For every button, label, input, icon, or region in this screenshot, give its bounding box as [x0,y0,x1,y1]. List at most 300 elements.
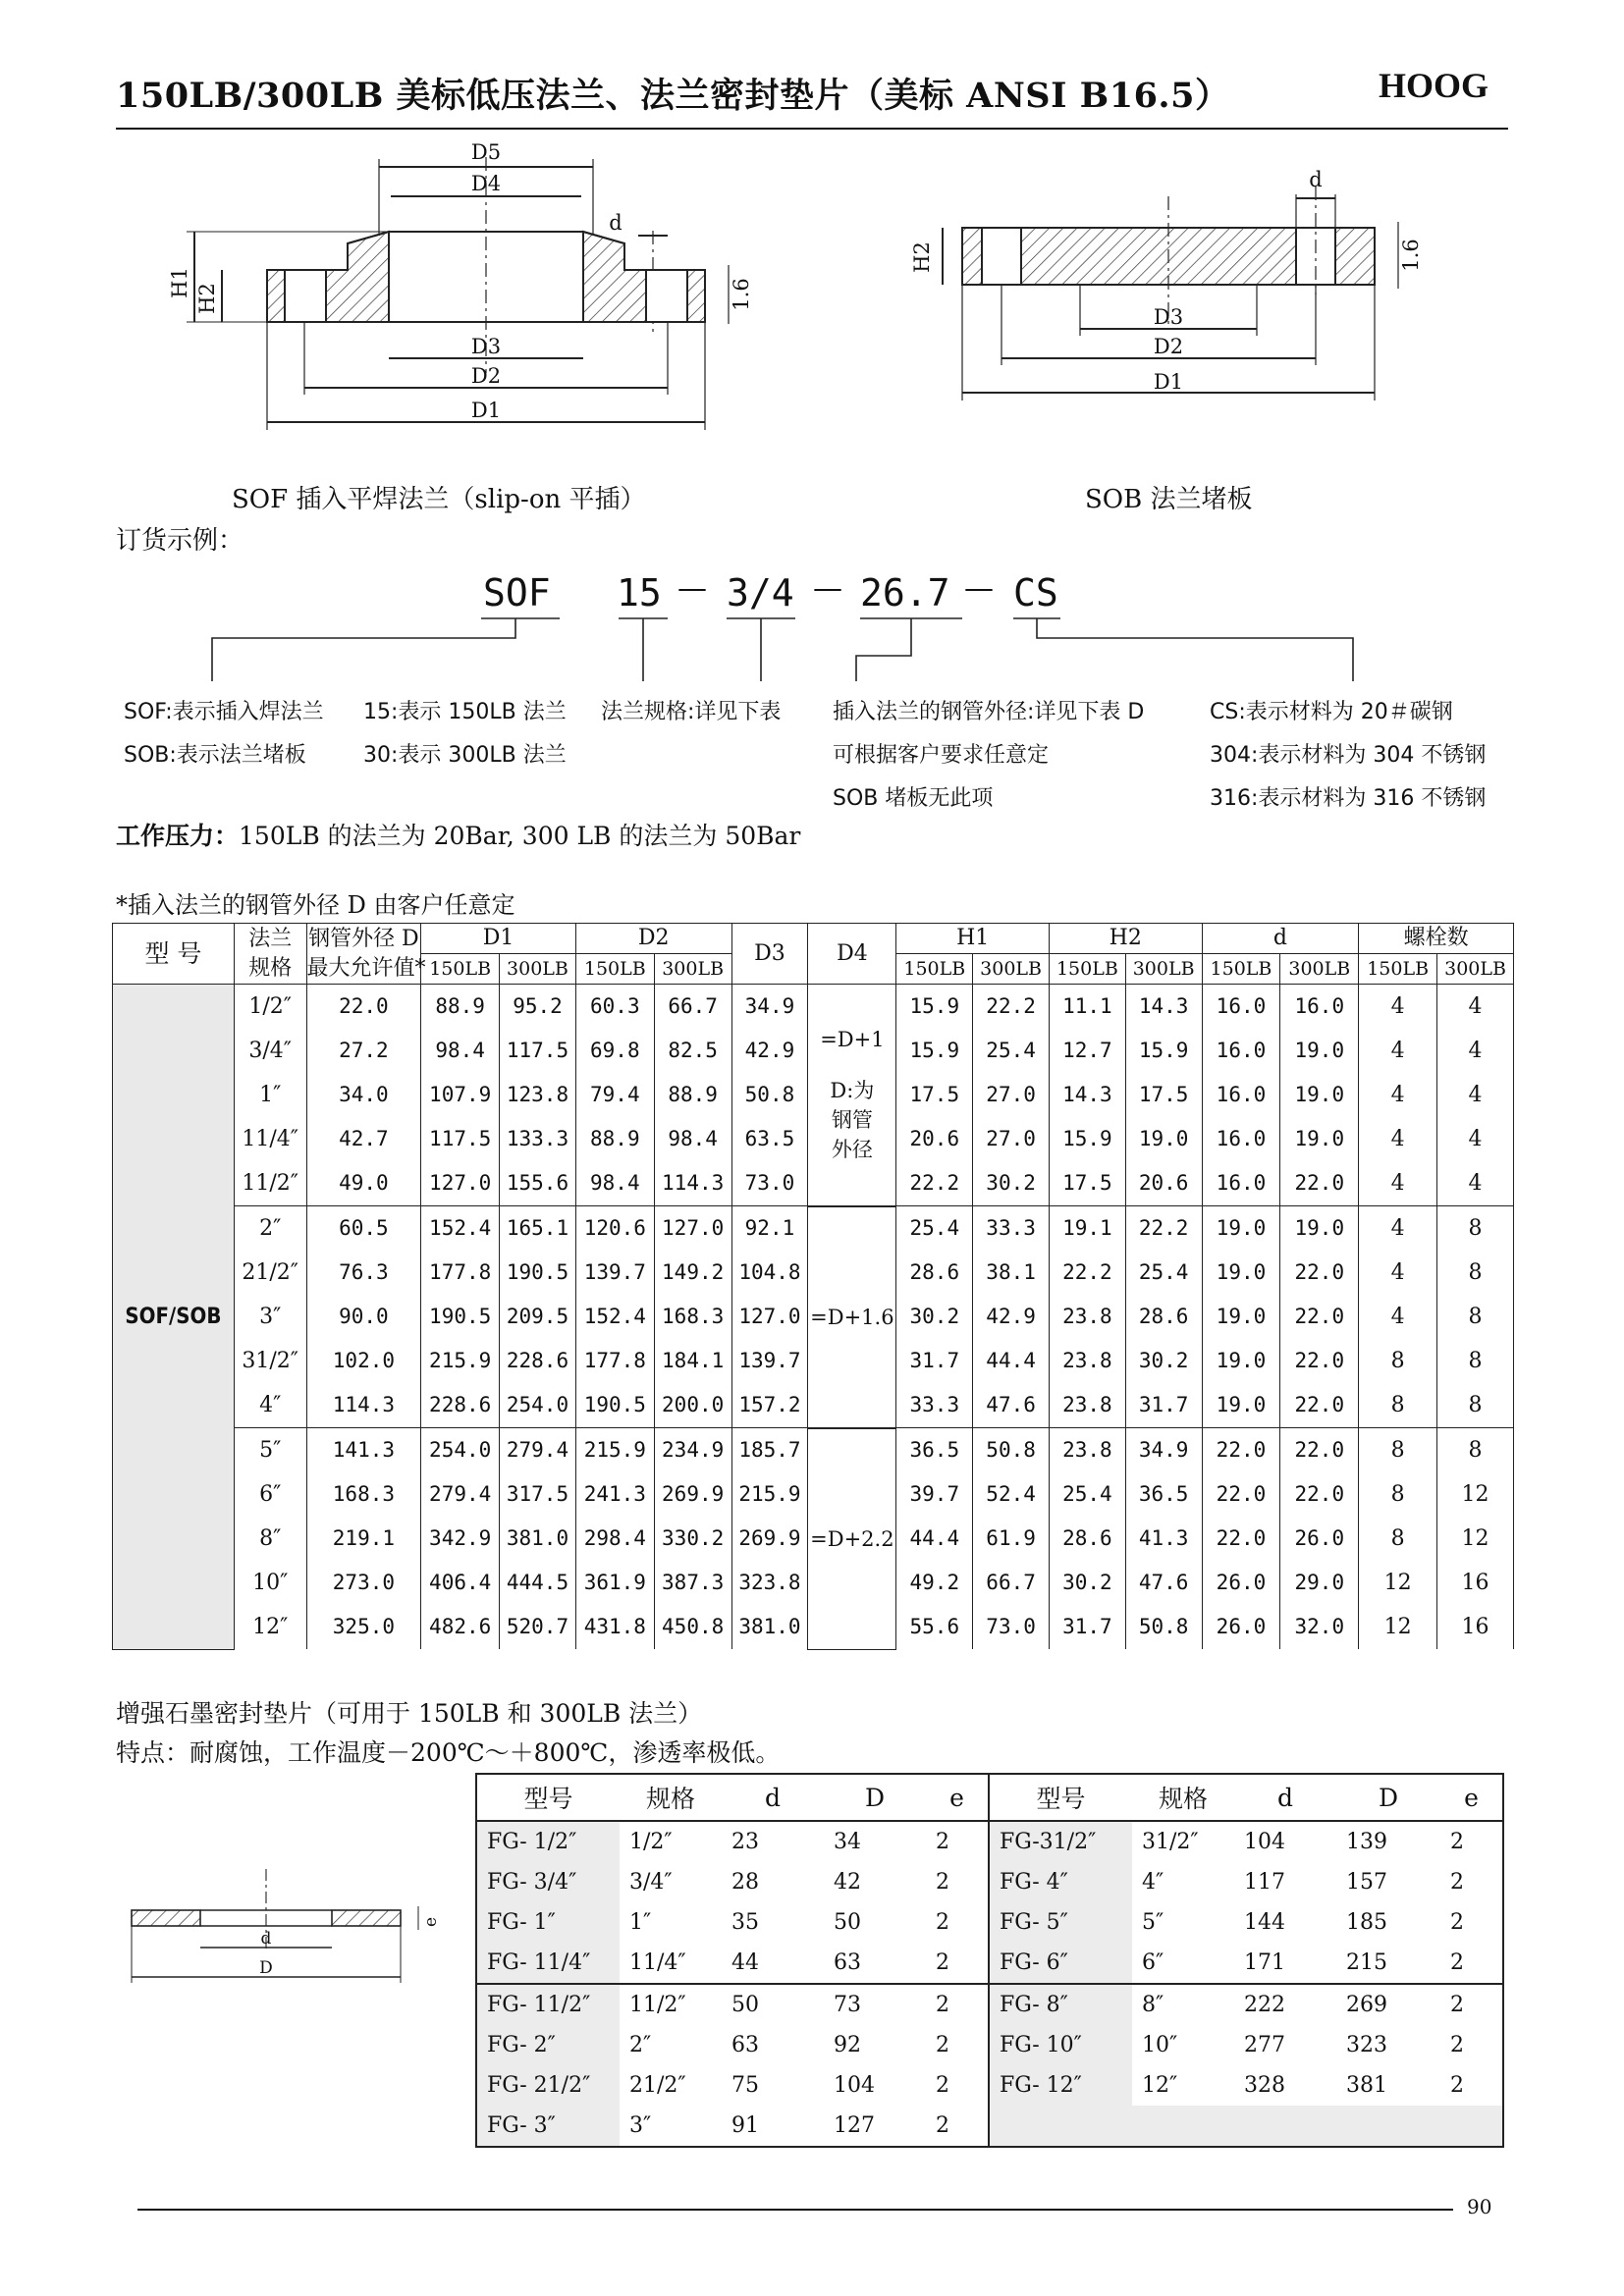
table-cell: 323.8 [731,1561,808,1605]
gasket-cell: FG- 12″ [989,2065,1132,2106]
order-example-label: 订货示例： [116,526,244,556]
gasket-cell: FG- 21/2″ [476,2065,620,2106]
table-cell: 241.3 [575,1472,654,1517]
gasket-cell: 2 [1450,1870,1464,1895]
table-cell: 14.3 [1125,985,1202,1030]
table-cell: 165.1 [500,1206,576,1252]
table-cell: 49.2 [896,1561,973,1605]
g-hdr-spec-2: 规格 [1132,1774,1234,1821]
gasket-cell: 1″ [629,1910,652,1935]
gasket-cell: 328 [1244,2073,1285,2098]
table-cell: 66.7 [654,985,731,1030]
page-number: 90 [1467,2195,1492,2218]
hdr-hole-300: 300LB [1280,954,1359,985]
table-cell: 16.0 [1202,1117,1280,1161]
table-cell: 16.0 [1280,985,1359,1030]
legend-sob: SOB:表示法兰堵板 [124,743,306,768]
table-cell: 22.2 [973,985,1050,1030]
table-cell: 190.5 [500,1251,576,1295]
gasket-cell: 185 [1346,1910,1387,1935]
gasket-cell: 91 [731,2113,759,2138]
g-hdr-model-2: 型号 [989,1774,1132,1821]
table-cell: 98.4 [654,1117,731,1161]
table-cell: 98.4 [575,1161,654,1206]
order-dash-1: — [677,571,707,606]
gasket-cell: 11/4″ [629,1950,686,1975]
table-cell: 63.5 [731,1117,808,1161]
table-cell: 20.6 [896,1117,973,1161]
g-hdr-D: D [824,1774,926,1821]
pressure-text: 150LB 的法兰为 20Bar, 300 LB 的法兰为 50Bar [239,822,801,850]
table-cell: 14.3 [1049,1073,1125,1117]
table-cell: 23.8 [1049,1295,1125,1339]
sob-label-d1: D1 [1153,370,1184,394]
gasket-cell [1132,2106,1234,2147]
table-cell: 44.4 [896,1517,973,1561]
table-cell: 22.0 [1280,1428,1359,1473]
table-cell: 1″ [234,1073,306,1117]
table-cell: 19.0 [1280,1206,1359,1252]
table-cell: 19.1 [1049,1206,1125,1252]
table-cell: 16.0 [1202,1029,1280,1073]
gasket-label-D: D [259,1958,273,1978]
table-cell: 141.3 [306,1428,421,1473]
table-cell: 44.4 [973,1339,1050,1383]
table-cell: 149.2 [654,1251,731,1295]
table-cell: 66.7 [973,1561,1050,1605]
table-row [476,1862,1503,1902]
table-cell: 22.0 [1280,1472,1359,1517]
table-cell: 17.5 [1049,1161,1125,1206]
table-cell: 11/2″ [234,1161,306,1206]
table-cell: 34.9 [731,985,808,1030]
hdr-d2: D2 [575,924,731,954]
table-cell: 15.9 [1125,1029,1202,1073]
hdr-d4: D4 [808,924,896,985]
table-cell: 47.6 [1125,1561,1202,1605]
table-cell: 79.4 [575,1073,654,1117]
gasket-cell: 2 [936,2073,949,2098]
gasket-cell: 2 [1450,1830,1464,1854]
table-cell: 4 [1437,1117,1514,1161]
table-cell: 15.9 [896,985,973,1030]
table-cell: 8 [1437,1206,1514,1252]
gasket-label-e: e [421,1916,441,1928]
table-cell: 8 [1359,1383,1437,1428]
table-cell: 10″ [234,1561,306,1605]
table-cell: 152.4 [575,1295,654,1339]
table-cell: 107.9 [421,1073,500,1117]
table-cell: 254.0 [500,1383,576,1428]
table-cell: 22.0 [1202,1472,1280,1517]
sob-label-d: d [1309,168,1323,191]
table-cell: 16.0 [1202,985,1280,1030]
table-cell: 8 [1359,1472,1437,1517]
table-cell: 16 [1437,1561,1514,1605]
table-cell: 25.4 [1049,1472,1125,1517]
legend-spec: 法兰规格:详见下表 [601,700,782,724]
gasket-cell: 277 [1244,2033,1285,2057]
table-cell: 330.2 [654,1517,731,1561]
table-cell: 190.5 [421,1295,500,1339]
table-cell: 431.8 [575,1605,654,1649]
gasket-cell: 44 [731,1950,759,1975]
gasket-cell: FG- 2″ [476,2025,620,2065]
working-pressure [116,817,800,852]
gasket-cell: 12″ [1142,2073,1178,2098]
label-h2: H2 [195,283,219,314]
hdr-d: d [1202,924,1359,954]
gasket-cell: 73 [824,1984,926,2025]
gasket-cell [1336,2106,1440,2147]
gasket-cell: 6″ [1142,1950,1164,1975]
table-cell: 22.0 [1280,1383,1359,1428]
gasket-cell: 2 [1450,2033,1464,2057]
legend-pipe-od: 插入法兰的钢管外径:详见下表 D [833,700,1145,724]
gasket-cell: 139 [1346,1830,1387,1854]
table-cell: 4 [1359,1251,1437,1295]
table-row [476,2025,1503,2065]
table-cell: 406.4 [421,1561,500,1605]
table-cell: 17.5 [1125,1073,1202,1117]
table-cell: 8 [1359,1339,1437,1383]
table-cell: 30.2 [896,1295,973,1339]
table-cell: 28.6 [1125,1295,1202,1339]
table-cell: 23.8 [1049,1383,1125,1428]
table-cell: 22.2 [896,1161,973,1206]
table-cell: 30.2 [1125,1339,1202,1383]
sof-flange-diagram [147,137,753,461]
legend-sof: SOF:表示插入焊法兰 [124,700,324,724]
order-part-2: 15 [617,571,662,614]
gasket-cell: 2 [1450,1950,1464,1975]
table-cell: 6″ [234,1472,306,1517]
order-part-3: 3/4 [727,571,794,614]
gasket-cell: FG- 1/2″ [476,1821,620,1862]
table-row [476,1902,1503,1943]
table-cell: 15.9 [1049,1117,1125,1161]
table-cell: 168.3 [654,1295,731,1339]
table-cell: 11.1 [1049,985,1125,1030]
gasket-cell: FG- 3/4″ [476,1862,620,1902]
gasket-cell: 4″ [1142,1870,1164,1895]
table-cell: 95.2 [500,985,576,1030]
gasket-cell: 117 [1244,1870,1285,1895]
gasket-label-d: d [260,1929,272,1949]
gasket-cell: FG- 5″ [989,1902,1132,1943]
table-cell: 190.5 [575,1383,654,1428]
table-cell: 4 [1437,1029,1514,1073]
table-cell: 49.0 [306,1161,421,1206]
table-cell: 25.4 [896,1206,973,1252]
table-cell: 98.4 [421,1029,500,1073]
table-cell: 209.5 [500,1295,576,1339]
hdr-spec: 法兰 规格 [234,924,306,985]
sob-caption: SOB 法兰堵板 [1085,485,1253,514]
table-cell: 90.0 [306,1295,421,1339]
hdr-hole-150: 150LB [1202,954,1280,985]
sof-caption: SOF 插入平焊法兰（slip-on 平插） [232,485,646,514]
gasket-cell: FG- 4″ [989,1862,1132,1902]
table-cell: 19.0 [1202,1339,1280,1383]
gasket-cell: 63 [834,1950,861,1975]
gasket-features: 特点：耐腐蚀，工作温度－200℃～＋800℃，渗透率极低。 [116,1738,781,1767]
table-cell: 30.2 [1049,1561,1125,1605]
flange-dimension-table [112,923,1514,1650]
gasket-cell: 63 [731,2033,759,2057]
table-cell: 114.3 [654,1161,731,1206]
table-cell: 273.0 [306,1561,421,1605]
g-hdr-model: 型号 [476,1774,620,1821]
sob-blind-diagram [884,157,1434,412]
table-cell: 73.0 [731,1161,808,1206]
hdr-d1: D1 [421,924,576,954]
hdr-pipe-od: 钢管外径 D 最大允许值* [306,924,421,985]
table-cell: 19.0 [1202,1206,1280,1252]
gasket-title: 增强石墨密封垫片（可用于 150LB 和 300LB 法兰） [116,1699,703,1728]
d4-group-3: =D+2.2 [808,1428,896,1650]
table-cell: 127.0 [654,1206,731,1252]
table-cell: 215.9 [421,1339,500,1383]
sob-label-d3: D3 [1153,305,1184,329]
table-cell: 12 [1359,1605,1437,1649]
order-dash-2: — [813,571,842,606]
gasket-cell [1234,2106,1336,2147]
d4-group-2: =D+1.6 [808,1206,896,1428]
table-cell: 42.7 [306,1117,421,1161]
gasket-cell: FG- 1″ [476,1902,620,1943]
table-cell: 8 [1437,1339,1514,1383]
table-cell: 185.7 [731,1428,808,1473]
table-cell: 41.3 [1125,1517,1202,1561]
table-cell: 200.0 [654,1383,731,1428]
table-cell: 139.7 [575,1251,654,1295]
table-cell: 19.0 [1202,1295,1280,1339]
table-cell: 31.7 [1049,1605,1125,1649]
gasket-cell: 21/2″ [629,2073,686,2098]
table-cell: 4 [1437,985,1514,1030]
table-cell: 127.0 [421,1161,500,1206]
gasket-cell: 144 [1244,1910,1285,1935]
table-cell: 76.3 [306,1251,421,1295]
g-hdr-d: d [722,1774,824,1821]
label-d5: D5 [470,140,502,164]
table-cell: 26.0 [1202,1561,1280,1605]
table-cell: 298.4 [575,1517,654,1561]
table-cell: 88.9 [575,1117,654,1161]
hdr-bolts-150: 150LB [1359,954,1437,985]
legend-custom: 可根据客户要求任意定 [833,743,1050,768]
gasket-cell: 3/4″ [629,1870,673,1895]
table-cell: 8 [1359,1428,1437,1473]
table-cell: 4 [1359,1117,1437,1161]
table-cell: 22.0 [1280,1161,1359,1206]
hdr-d3: D3 [731,924,808,985]
table-cell: 520.7 [500,1605,576,1649]
table-cell: 20.6 [1125,1161,1202,1206]
table-cell: 33.3 [973,1206,1050,1252]
table-cell: 4 [1437,1073,1514,1117]
order-dash-3: — [964,571,994,606]
gasket-cell: 104 [1244,1830,1285,1854]
table-cell: 42.9 [973,1295,1050,1339]
table-cell: 8 [1437,1383,1514,1428]
table-cell: 177.8 [421,1251,500,1295]
hdr-d2-150: 150LB [575,954,654,985]
table-cell: 27.0 [973,1073,1050,1117]
gasket-cell: 2 [1450,2073,1464,2098]
gasket-cell: 10″ [1142,2033,1178,2057]
d4-group-1-line: =D+1 [820,1028,885,1052]
gasket-cell [989,2106,1132,2147]
table-cell: 26.0 [1202,1605,1280,1649]
table-row [476,1984,1503,2025]
table-cell: 29.0 [1280,1561,1359,1605]
table-cell: 4 [1437,1161,1514,1206]
table-cell: 4 [1359,1295,1437,1339]
table-cell: 34.0 [306,1073,421,1117]
gasket-cell: 5″ [1142,1910,1164,1935]
table-cell: 42.9 [731,1029,808,1073]
table-cell: 387.3 [654,1561,731,1605]
table-cell: 1/2″ [234,985,306,1030]
table-cell: 92.1 [731,1206,808,1252]
table-cell: 27.2 [306,1029,421,1073]
gasket-cell: 92 [834,2033,861,2057]
gasket-cell: FG- 6″ [989,1943,1132,1984]
table-cell: 47.6 [973,1383,1050,1428]
table-cell: 8 [1437,1251,1514,1295]
table-cell: 15.9 [896,1029,973,1073]
table-cell: 155.6 [500,1161,576,1206]
table-cell: 22.0 [306,985,421,1030]
gasket-cell: 2 [1440,1984,1503,2025]
table-cell: 4 [1359,985,1437,1030]
order-connector-lines [196,616,1375,685]
g-hdr-d-2: d [1234,1774,1336,1821]
table-cell: 19.0 [1280,1029,1359,1073]
table-cell: 8 [1437,1428,1514,1473]
table-cell: 30.2 [973,1161,1050,1206]
table-cell: 279.4 [500,1428,576,1473]
table-cell: 19.0 [1280,1117,1359,1161]
gasket-cell: 127 [834,2113,875,2138]
gasket-table [475,1773,1504,2148]
table-cell: 21/2″ [234,1251,306,1295]
table-cell: 5″ [234,1428,306,1473]
table-cell: 8″ [234,1517,306,1561]
footer-rule [137,2209,1453,2211]
table-cell: 234.9 [654,1428,731,1473]
gasket-cell: 50 [722,1984,824,2025]
table-cell: 133.3 [500,1117,576,1161]
gasket-cell: 2 [936,1950,949,1975]
gasket-cell: 35 [731,1910,759,1935]
header-rule [116,128,1508,130]
table-cell: 19.0 [1202,1383,1280,1428]
table-cell: 88.9 [654,1073,731,1117]
hdr-model: 型 号 [113,924,235,985]
gasket-cell: FG- 11/4″ [476,1943,620,1984]
table-cell: 34.9 [1125,1428,1202,1473]
table-cell: 177.8 [575,1339,654,1383]
table-cell: 22.2 [1049,1251,1125,1295]
gasket-cell: 23 [731,1830,759,1854]
table-cell: 4 [1359,1029,1437,1073]
table-cell: 444.5 [500,1561,576,1605]
gasket-cell: 323 [1346,2033,1387,2057]
table-cell: 4 [1359,1206,1437,1252]
hdr-h1-300: 300LB [973,954,1050,985]
table-cell: 19.0 [1202,1251,1280,1295]
table-row [476,2106,1503,2147]
table-cell: 123.8 [500,1073,576,1117]
table-cell: 38.1 [973,1251,1050,1295]
table-cell: 8 [1359,1517,1437,1561]
hdr-d1-150: 150LB [421,954,500,985]
table-cell: 381.0 [500,1517,576,1561]
legend-304: 304:表示材料为 304 不锈钢 [1210,743,1487,768]
label-thickness: 1.6 [730,278,753,311]
order-part-4: 26.7 [860,571,950,614]
table-cell: 25.4 [973,1029,1050,1073]
table-cell: 12 [1359,1561,1437,1605]
table-cell: 82.5 [654,1029,731,1073]
table-cell: 215.9 [575,1428,654,1473]
table-cell: 19.0 [1125,1117,1202,1161]
gasket-cell: 75 [731,2073,759,2098]
gasket-cell: 1/2″ [629,1830,673,1854]
label-d3: D3 [470,335,502,358]
table-cell: 28.6 [1049,1517,1125,1561]
gasket-cell: 104 [834,2073,875,2098]
table-cell: 12.7 [1049,1029,1125,1073]
table-cell: 4″ [234,1383,306,1428]
sob-label-thickness: 1.6 [1399,239,1423,272]
gasket-cell: 2 [936,1830,949,1854]
table-cell: 16.0 [1202,1161,1280,1206]
hdr-d2-300: 300LB [654,954,731,985]
sob-label-d2: D2 [1153,335,1184,358]
table-cell: 228.6 [500,1339,576,1383]
d4-group-1-line: 钢管 [831,1108,873,1133]
gasket-cell: 222 [1234,1984,1336,2025]
d4-group-1 [808,985,896,1206]
table-cell: 325.0 [306,1605,421,1649]
order-part-1: SOF [483,571,551,614]
table-cell: 4 [1359,1161,1437,1206]
gasket-cell: 31/2″ [1142,1830,1199,1854]
table-cell: 12″ [234,1605,306,1649]
page-title: 150LB/300LB 美标低压法兰、法兰密封垫片（美标 ANSI B16.5） [116,76,1230,116]
gasket-cell: 50 [834,1910,861,1935]
table-cell: 88.9 [421,985,500,1030]
gasket-cell: 28 [731,1870,759,1895]
table-cell: 269.9 [654,1472,731,1517]
gasket-cell: 2″ [629,2033,652,2057]
gasket-cell: 171 [1244,1950,1285,1975]
table-row [113,1206,1514,1252]
table-cell: 19.0 [1280,1073,1359,1117]
legend-cs: CS:表示材料为 20＃碳钢 [1210,700,1453,724]
gasket-cell: 2 [1450,1910,1464,1935]
g-hdr-e-2: e [1440,1774,1503,1821]
table-cell: 22.0 [1280,1295,1359,1339]
table-cell: 16 [1437,1605,1514,1649]
pressure-label: 工作压力： [116,822,240,850]
legend-300lb: 30:表示 300LB 法兰 [363,743,567,768]
table-cell: 12 [1437,1472,1514,1517]
